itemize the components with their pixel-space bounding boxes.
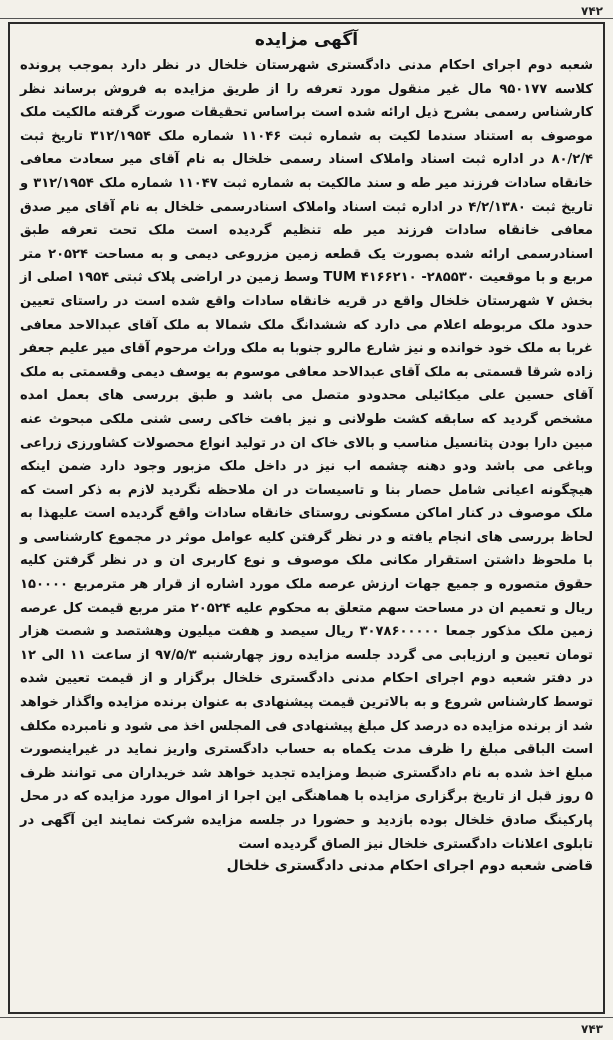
notice-title: آگهی مزایده xyxy=(254,30,359,50)
notice-signature: قاضی شعبه دوم اجرای احکام مدنی دادگستری خلخال xyxy=(226,858,593,875)
bottom-divider xyxy=(0,1017,613,1018)
top-divider xyxy=(0,18,613,19)
notice-box xyxy=(8,22,605,1014)
notice-body: شعبه دوم اجرای احکام مدنی دادگستری شهرستان خلخال در نظر دارد بموجب پرونده کلاسه ۹۵۰۱۷۷ مال غیر منقول مورد تعرفه را از طریق مزایده به فروش برساند نظر کارشناس رسمی بشرح ذیل ارائه شده است براساس تحقیقات صورت گرفته مالکیت ملک موصوف به استناد سندما لکیت به شماره ثبت ۱۱۰۴۶ شماره ملک ۳۱۲/۱۹۵۴ تاریخ ثبت ۸۰/۲/۴ در اداره ثبت اسناد واملاک اسناد رسمی خلخال به نام آقای میر سعادت معافی خانقاه سادات فرزند میر طه و سند مالکیت به شماره ثبت ۱۱۰۴۷ شماره ملک ۳۱۲/۱۹۵۴ و تاریخ ثبت ۴/۲/۱۳۸۰ در اداره ثبت اسناد واملاک اسنادرسمی خلخال به نام آقای میر صدق معافی خانقاه سادات فرزند میر طه تنظیم گردیده است ملک تحت تعرفه طبق اسنادرسمی ارائه شده بصورت یک قطعه زمین مزروعی دیمی و به مساحت ۲۰۵۲۴ متر مربع و با موقعیت ۲۸۵۵۳۰- ۴۱۶۶۲۱۰ TUM وسط زمین در اراضی پلاک ثبتی ۱۹۵۴ اصلی از بخش ۷ شهرستان خلخال واقع در قریه خانقاه سادات واقع شده است در راستای تعیین حدود ملک مربوطه اعلام می دارد که ششدانگ ملک شمالا به ملک آقای عبدالاحد معافی غربا به ملک خود خوانده و نیز شارع مالرو جنوبا به ملک وراث مرحوم آقای میر علیم جعفر زاده شرقا قسمتی به ملک آقای عبدالاحد معافی موسوم به یوسف دیمی وقسمتی به ملک آقای حسین علی میکائیلی محدودو متصل می باشد و طبق بررسی های بعمل امده مشخص گردید که سابقه کشت طولانی و نیز بافت خاکی رسی شنی ملکی مبحوث عنه مبین دارا بودن پتانسیل مناسب و بالای خاک ان در تولید انواع محصولات کشاورزی زراعی وباغی می باشد ودو دهنه چشمه اب نیز در داخل ملک مزبور وجود دارد ضمن اینکه هیچگونه اعیانی شامل حصار بنا و تاسیسات در ان ملاحظه نگردید لازم به ذکر است که ملک موصوف در کنار اماکن مسکونی روستای خانقاه سادات واقع گردیده است علیهذا به لحاظ بررسی های انجام یافته و در نظر گرفتن کلیه عوامل موثر در مجموع کارشناسی و با ملحوظ داشتن استقرار مکانی ملک موصوف و نوع کاربری ان و در نظر گرفتن کلیه حقوق متصوره و جمیع جهات ارزش عرصه ملک مورد اشاره از قرار هر مترمربع ۱۵۰۰۰۰ ریال و تعمیم ان در مساحت سهم متعلق به محکوم علیه ۲۰۵۲۴ متر مربع قیمت کل عرصه زمین ملک مذکور جمعا ۳۰۷۸۶۰۰۰۰۰ ریال سیصد و هفت میلیون وهشتصد و شصت هزار تومان تعیین و ارزیابی می گردد جلسه مزایده روز چهارشنبه ۹۷/۵/۳ از ساعت ۱۱ الی ۱۲ در دفتر شعبه دوم اجرای احکام مدنی دادگستری خلخال برگزار و از قیمت تعیین شده توسط کارشناس شروع و به بالاترین قیمت پیشنهادی به عنوان برنده مزایده واگذار خواهد شد از برنده مزایده ده درصد کل مبلغ پیشنهادی فی المجلس اخذ می شود و نامبرده مکلف است الباقی مبلغ را ظرف مدت یکماه به حساب دادگستری واریز نماید در غیراینصورت مبلغ اخذ شده به نام دادگستری ضبط ومزایده تجدید خواهد شد خریداران می توانند ظرف ۵ روز قبل از تاریخ برگزاری مزایده با هماهنگی این اجرا از اموال مورد مزایده که در محل پارکینگ صادق خلخال بوده بازدید و حضورا در جلسه مزایده شرکت نمایند این آگهی در تابلوی اعلانات دادگستری خلخال نیز الصاق گردیده است xyxy=(20,58,594,852)
page-number-top: ۷۴۲ xyxy=(581,4,603,18)
page-number-bottom: ۷۴۳ xyxy=(581,1022,603,1036)
